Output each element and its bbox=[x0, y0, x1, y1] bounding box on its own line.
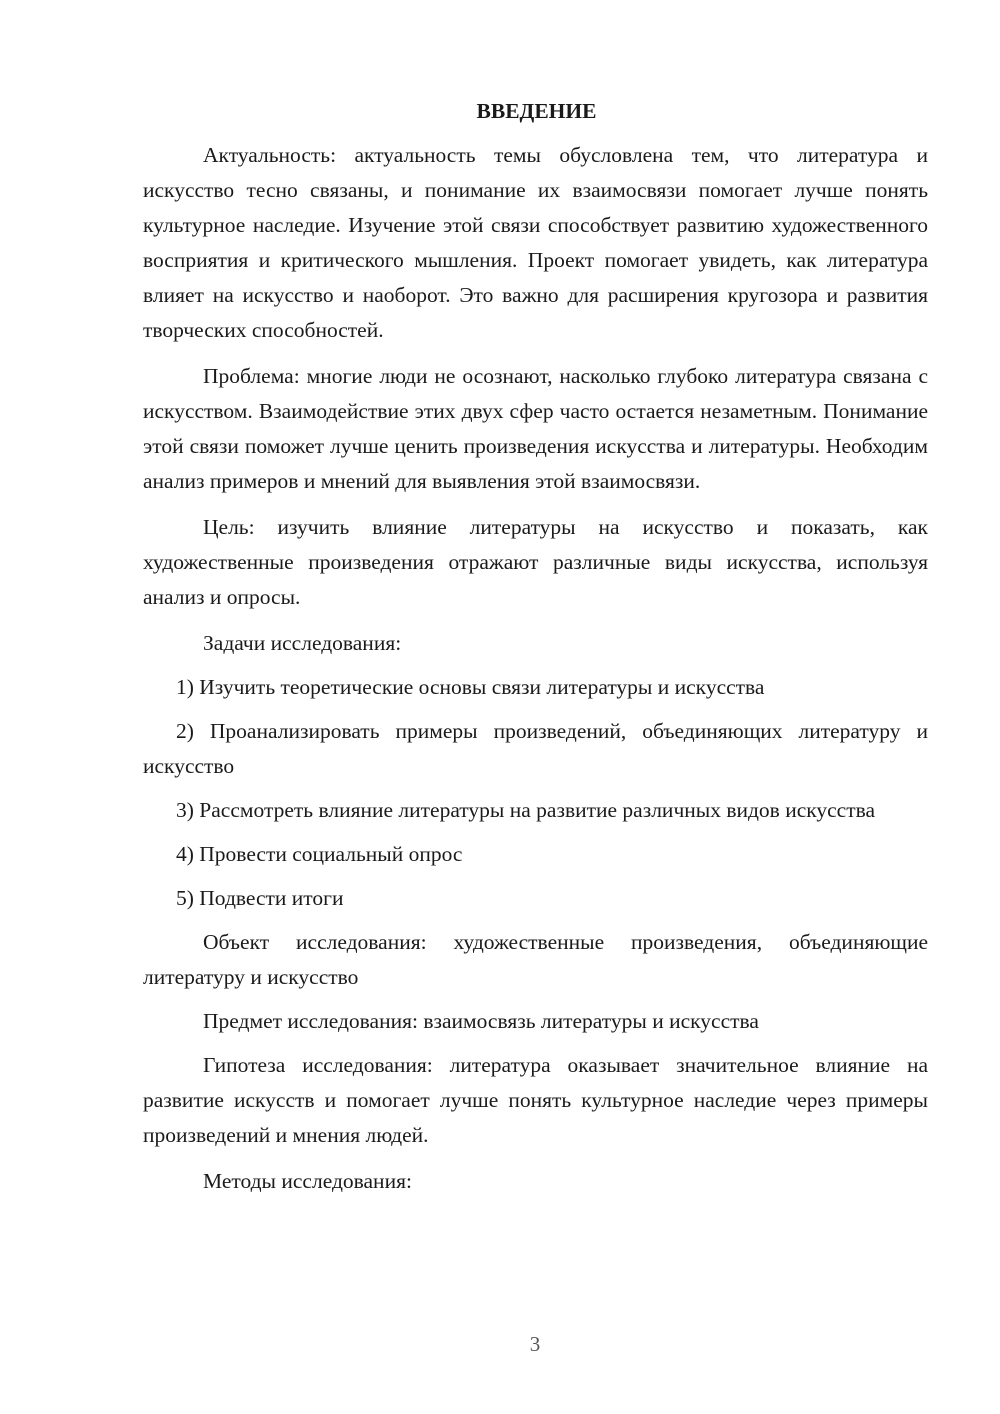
section-title: ВВЕДЕНИЕ bbox=[476, 99, 597, 123]
page-number: 3 bbox=[529, 1332, 541, 1356]
task-item: 4) Провести социальный опрос bbox=[176, 842, 463, 866]
problem-paragraph: Проблема: многие люди не осознают, насколько глубоко литература связана с искусством. Взаимодействие этих двух сфер часто остается незаметным. Понимание этой связи поможет лучше ценить произведения искусства и литературы. Необходим анализ примеров и мнений для выявления этой взаимосвязи. bbox=[143, 364, 928, 493]
object-paragraph: Объект исследования: художественные произведения, объединяющие литературу и искусство bbox=[143, 930, 928, 989]
task-item: 3) Рассмотреть влияние литературы на развитие различных видов искусства bbox=[176, 798, 876, 822]
tasks-heading: Задачи исследования: bbox=[203, 631, 402, 655]
task-item: 1) Изучить теоретические основы связи литературы и искусства bbox=[176, 675, 765, 699]
goal-paragraph: Цель: изучить влияние литературы на искусство и показать, как художественные произведения отражают различные виды искусства, используя анализ и опросы. bbox=[143, 515, 928, 609]
methods-heading: Методы исследования: bbox=[203, 1169, 412, 1193]
task-item: 5) Подвести итоги bbox=[176, 886, 344, 910]
hypothesis-paragraph: Гипотеза исследования: литература оказывает значительное влияние на развитие искусств и помогает лучше понять культурное наследие через примеры произведений и мнения людей. bbox=[143, 1053, 928, 1147]
task-item: 2) Проанализировать примеры произведений, объединяющих литературу и искусство bbox=[143, 719, 928, 778]
document-page bbox=[143, 96, 928, 1210]
subject-paragraph: Предмет исследования: взаимосвязь литературы и искусства bbox=[203, 1009, 759, 1033]
relevance-paragraph: Актуальность: актуальность темы обусловлена тем, что литература и искусство тесно связаны, и понимание их взаимосвязи помогает лучше понять культурное наследие. Изучение этой связи способствует развитию художественного восприятия и критического мышления. Проект помогает увидеть, как литература влияет на искусство и наоборот. Это важно для расширения кругозора и развития творческих способностей. bbox=[143, 143, 928, 342]
